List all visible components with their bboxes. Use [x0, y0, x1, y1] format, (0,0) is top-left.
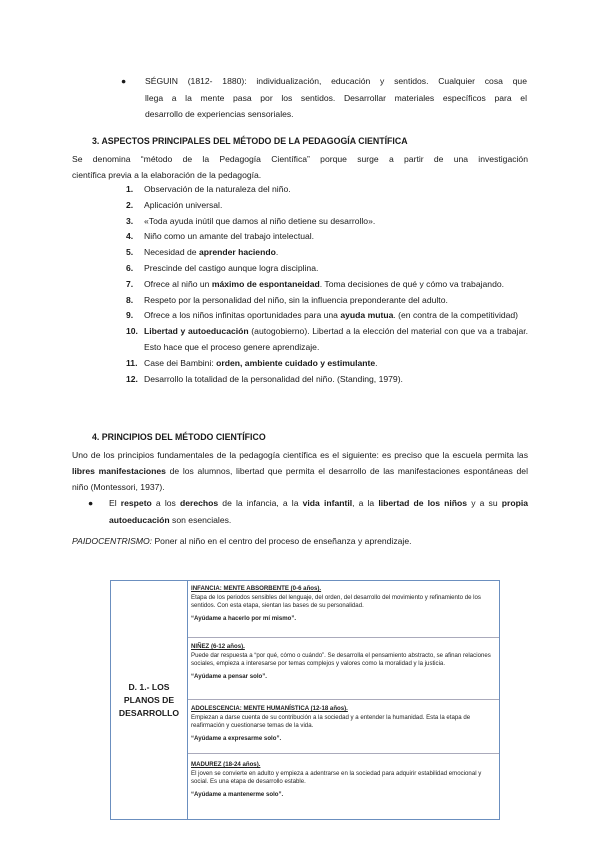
development-planes-table	[110, 580, 500, 820]
item-number: 5.	[126, 247, 134, 258]
item-text-post: . Toma decisiones de qué y cómo va trabajando.	[319, 278, 505, 289]
paidocentrismo-text: Poner al niño en el centro del proceso de enseñanza y aprendizaje.	[152, 536, 412, 546]
row-divider	[188, 637, 499, 638]
row-title: NIÑEZ (6-12 años).	[191, 643, 245, 650]
list-item	[116, 293, 528, 309]
item-text-post: .	[275, 247, 279, 258]
row-body: Puede dar respuesta a “por qué, cómo o cuándo”. Se desarrolla el pensamiento abstracto, se afinan relaciones sociales, empieza a interesarse por temas complejos y valores como la moralidad y la justicia.	[191, 651, 491, 668]
list-item	[116, 277, 528, 293]
row-title: ADOLESCENCIA: MENTE HUMANÍSTICA (12-18 años).	[191, 705, 348, 712]
list-item	[116, 324, 528, 356]
list-item	[116, 245, 528, 261]
table-row-adolescencia	[188, 703, 499, 745]
row-divider	[188, 753, 499, 754]
item-text: Desarrollo la totalidad de la personalidad del niño. (Standing, 1979).	[144, 373, 403, 384]
row-title: MADUREZ (18-24 años).	[191, 761, 261, 768]
item-number: 4.	[126, 231, 134, 242]
row-body: El joven se convierte en adulto y empieza a adentrarse en la sociedad para adquirir estabilidad emocional y social. Es una etapa de desarrollo estable.	[191, 769, 482, 786]
item-text: Respeto por la personalidad del niño, sin la influencia preponderante del adulto.	[144, 294, 448, 305]
item-text: Observación de la naturaleza del niño.	[144, 184, 291, 194]
row-quote: “Ayúdame a hacerlo por mí mismo”.	[191, 614, 297, 622]
list-item	[116, 229, 528, 245]
item-number: 10.	[126, 326, 138, 337]
item-bold: aprender haciendo	[198, 247, 276, 258]
bullet-text: de la infancia, a la	[218, 498, 303, 508]
item-bold: Libertad y autoeducación	[144, 326, 249, 337]
row-quote: “Ayúdame a pensar solo”.	[191, 672, 267, 680]
list-item	[116, 214, 528, 230]
row-body: Empiezan a darse cuenta de su contribución a la sociedad y a entender la humanidad. Esta la etapa de reafirmación y cuestionarse temas de la vida.	[191, 713, 471, 730]
section-4-heading: 4. PRINCIPIOS DEL MÉTODO CIENTÍFICO	[92, 432, 266, 442]
section-3-heading: 3. ASPECTOS PRINCIPALES DEL MÉTODO DE LA PEDAGOGÍA CIENTÍFICA	[92, 136, 408, 146]
item-text: Ofrece al niño un	[144, 278, 212, 289]
item-number: 2.	[126, 199, 134, 210]
item-bold: máximo de espontaneidad	[211, 278, 320, 289]
paidocentrismo-line	[72, 536, 411, 546]
item-text: Necesidad de	[144, 247, 199, 258]
bullet-text: , a la	[352, 498, 379, 508]
pedagogy-aspects-list	[116, 182, 528, 387]
bullet-text: El	[109, 498, 121, 508]
item-text-post: . (en contra de la competitividad)	[393, 310, 519, 321]
item-text: Ofrece a los niños infinitas oportunidades para una	[144, 310, 341, 321]
list-item	[116, 372, 528, 388]
seguin-bullet	[121, 73, 527, 123]
row-body: Etapa de los periodos sensibles del lenguaje, del orden, del desarrollo del movimiento y refinamiento de los sentidos. Con esta etapa, sientan las bases de su personalidad.	[191, 593, 481, 610]
table-row-ninez	[188, 641, 499, 683]
list-item	[116, 308, 528, 324]
seguin-line-2: llega a la mente pasa por los sentidos. Desarrollar materiales específicos para el	[145, 92, 527, 103]
list-item	[116, 356, 528, 372]
section-3-intro	[72, 151, 528, 183]
section-4-paragraph	[72, 447, 528, 495]
list-item	[116, 261, 528, 277]
seguin-line-3: desarrollo de experiencias sensoriales.	[145, 109, 294, 119]
rights-bullet	[88, 495, 528, 528]
row-quote: “Ayúdame a mantenerme solo”.	[191, 790, 284, 798]
list-item	[116, 182, 528, 198]
row-quote: “Ayúdame a expresarme solo”.	[191, 734, 282, 742]
list-item	[116, 198, 528, 214]
item-bold: orden, ambiente cuidado y estimulante	[216, 357, 376, 368]
bullet-bold: derechos	[179, 498, 219, 508]
table-row-madurez	[188, 759, 499, 801]
bullet-bold: respeto	[120, 498, 152, 508]
para-bold: libres manifestaciones	[72, 466, 166, 476]
item-text: «Toda ayuda inútil que damos al niño detiene su desarrollo».	[144, 215, 376, 226]
item-text: Case dei Bambini:	[144, 357, 217, 368]
row-title: INFANCIA: MENTE ABSORBENTE (0-6 años).	[191, 585, 322, 592]
row-divider	[188, 699, 499, 700]
item-text: Niño como un amante del trabajo intelectual.	[144, 231, 315, 242]
section-3-intro-line-2: científica previa a la elaboración de la pedagogía.	[72, 170, 262, 180]
item-number: 9.	[126, 310, 134, 321]
bullet-text: a los	[151, 498, 180, 508]
item-number: 12.	[126, 373, 138, 384]
item-text: Aplicación universal.	[144, 199, 223, 210]
para-text: Uno de los principios fundamentales de la pedagogía científica es el siguiente: es preciso que la escuela permita las	[72, 450, 528, 460]
table-left-label: D. 1.- LOS PLANOS DE DESARROLLO	[111, 581, 188, 819]
seguin-line-1: SÉGUIN (1812- 1880): individualización, educación y sentidos. Cualquier cosa que	[145, 76, 527, 86]
bullet-text: son esenciales.	[169, 514, 232, 525]
item-text-post: (autogobierno). Libertad a la elección del material con que va a trabajar. Esto hace que el proceso genere aprendizaje.	[144, 326, 528, 352]
item-number: 3.	[126, 215, 134, 226]
bullet-bold: libertad de los niños	[378, 498, 468, 508]
bullet-text: y a su	[467, 498, 502, 508]
item-number: 6.	[126, 262, 134, 273]
item-number: 8.	[126, 294, 134, 305]
bullet-bold: vida infantil	[302, 498, 353, 508]
item-number: 11.	[126, 357, 138, 368]
section-3-intro-line-1: Se denomina “método de la Pedagogía Científica” porque surge a partir de una investigación	[72, 154, 528, 164]
bullet-dot: ●	[88, 498, 94, 508]
bullet-bold: propia autoeducación	[109, 498, 528, 525]
item-number: 7.	[126, 278, 134, 289]
item-text: Prescinde del castigo aunque logra disciplina.	[144, 262, 319, 273]
item-text-post: .	[375, 357, 378, 368]
item-bold: ayuda mutua	[340, 310, 394, 321]
table-row-infancia	[188, 583, 499, 625]
paidocentrismo-label: PAIDOCENTRISMO:	[72, 536, 153, 546]
para-text-end: de los alumnos, libertad que permita el desarrollo de las manifestaciones espontáneas del niño (Montessori, 1937).	[72, 466, 528, 492]
bullet-dot: ●	[121, 76, 127, 86]
item-number: 1.	[126, 184, 134, 194]
